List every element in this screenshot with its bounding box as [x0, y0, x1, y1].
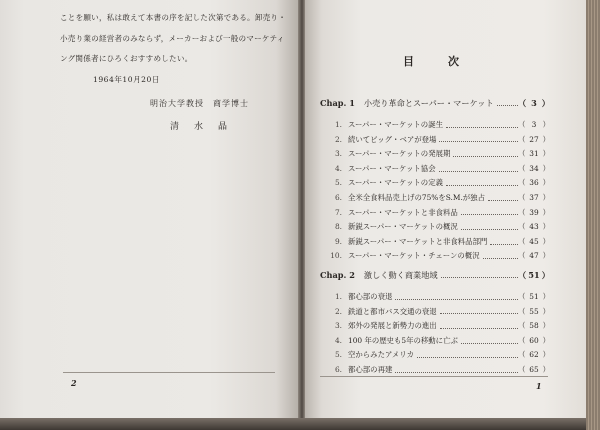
chapter-heading	[320, 269, 547, 281]
footer-rule	[320, 376, 548, 377]
entry-number: 2.	[334, 134, 342, 144]
toc-entry	[320, 220, 547, 235]
toc-entry	[320, 206, 547, 221]
toc-entry	[320, 319, 547, 334]
entry-page-number: （ 27 ）	[521, 133, 547, 148]
entry-title: 鉄道と都市バス交通の衰退	[348, 306, 437, 316]
entry-number: 4.	[334, 335, 342, 345]
entry-page-number: （ 36 ）	[521, 176, 547, 191]
preface-line: ング関係者にひろくおすすめしたい。	[60, 54, 193, 63]
entry-number: 6.	[334, 364, 342, 374]
chapter-entries	[320, 118, 547, 264]
preface-date: 1964年10月20日	[93, 75, 160, 84]
dot-leader	[490, 244, 518, 245]
author-affiliation: 明治大学教授 商学博士	[150, 99, 249, 108]
toc-title: 目 次	[403, 55, 463, 68]
entry-number: 8.	[334, 222, 342, 232]
dot-leader	[440, 313, 518, 314]
entry-page-number: （ 60 ）	[521, 334, 547, 349]
toc-entry	[320, 348, 547, 363]
chapter-title: 激しく動く商業地域	[363, 270, 438, 280]
chapter-title: 小売り革命とスーパー・マーケット	[363, 98, 494, 108]
author-name: 清 水 晶	[170, 122, 231, 132]
chapter-entries	[320, 290, 547, 378]
chapter-label: Chap. 2	[320, 270, 355, 280]
dot-leader	[440, 328, 518, 329]
entry-title: スーパー・マーケットの定義	[348, 178, 443, 188]
entry-page-number: （ 58 ）	[521, 319, 547, 334]
page-number: 2	[71, 378, 77, 388]
dot-leader	[453, 156, 518, 157]
entry-page-number: （ 51 ）	[521, 290, 547, 305]
entry-page-number: （ 55 ）	[521, 305, 547, 320]
dot-leader	[497, 105, 518, 106]
entry-page-number: （ 47 ）	[521, 249, 547, 264]
entry-number: 1.	[334, 120, 342, 129]
toc-chapter	[320, 97, 547, 264]
entry-title: スーパー・マーケット協会	[348, 163, 436, 173]
entry-page-number: （ 39 ）	[521, 206, 547, 221]
toc-entry	[320, 147, 547, 162]
chapter-label: Chap. 1	[320, 98, 355, 108]
entry-page-number: （ 34 ）	[521, 162, 547, 177]
chapter-page-number: （ 51 ）	[521, 269, 547, 281]
entry-number: 10.	[330, 251, 342, 261]
entry-number: 2.	[334, 306, 342, 316]
entry-page-number: （ 45 ）	[521, 235, 547, 250]
preface-line: 小売り業の経営者のみならず，メーカーおよび一般のマーケティ	[60, 34, 285, 43]
entry-title: スーパー・マーケット・チェーンの概況	[348, 251, 480, 261]
book-bottom-edge	[0, 418, 586, 430]
page-number: 1	[536, 381, 542, 391]
toc-entry	[320, 176, 547, 191]
dot-leader	[461, 214, 518, 215]
entry-page-number: （ 37 ）	[521, 191, 547, 206]
chapter-page-number: （ 3 ）	[521, 97, 547, 109]
toc-entry	[320, 162, 547, 177]
dot-leader	[395, 299, 518, 300]
toc-entry	[320, 334, 547, 349]
entry-title: スーパー・マーケットの発展期	[348, 149, 451, 159]
dot-leader	[395, 372, 518, 373]
entry-title: 都心部の再建	[348, 364, 393, 374]
entry-title: 全米全食料品売上げの75%をS.M.が独占	[348, 192, 485, 202]
entry-number: 6.	[334, 192, 342, 202]
entry-number: 7.	[334, 207, 342, 217]
footer-rule	[63, 372, 275, 373]
entry-page-number: （ 62 ）	[521, 348, 547, 363]
entry-number: 9.	[334, 236, 342, 246]
dot-leader	[446, 185, 518, 186]
entry-title: 空からみたアメリカ	[348, 350, 414, 360]
toc-entry	[320, 191, 547, 206]
entry-number: 4.	[334, 163, 342, 173]
toc-entry	[320, 249, 547, 264]
toc-entry	[320, 305, 547, 320]
dot-leader	[446, 127, 518, 128]
entry-number: 5.	[334, 350, 342, 360]
entry-title: 新鋭スーパー・マーケットの概況	[348, 222, 458, 232]
toc-entry	[320, 133, 547, 148]
book-page-edges	[586, 0, 600, 430]
dot-leader	[441, 277, 518, 278]
dot-leader	[483, 258, 518, 259]
toc-chapter	[320, 269, 547, 378]
entry-number: 3.	[334, 149, 342, 159]
entry-title: 続いてビッグ・ベアが登場	[348, 134, 437, 144]
toc-entry	[320, 235, 547, 250]
toc-entry	[320, 290, 547, 305]
entry-number: 5.	[334, 178, 342, 188]
dot-leader	[461, 229, 518, 230]
dot-leader	[439, 141, 518, 142]
dot-leader	[461, 343, 518, 344]
entry-page-number: （ 3 ）	[521, 118, 547, 133]
entry-title: 新鋭スーパー・マーケットと非食料品部門	[348, 236, 488, 246]
dot-leader	[417, 357, 518, 358]
entry-title: 100 年の歴史も5年の移動に亡ぶ	[348, 335, 458, 345]
entry-title: 郊外の発展と新勢力の進出	[348, 321, 437, 331]
entry-page-number: （ 31 ）	[521, 147, 547, 162]
toc-entry	[320, 118, 547, 133]
entry-title: スーパー・マーケットと非食料品	[348, 207, 458, 217]
entry-title: スーパー・マーケットの誕生	[348, 120, 443, 129]
preface-line: ことを願い，私は敢えて本書の序を記した次第である。卸売り・	[60, 13, 287, 22]
chapter-heading	[320, 97, 547, 109]
entry-page-number: （ 43 ）	[521, 220, 547, 235]
entry-number: 3.	[334, 321, 342, 331]
entry-page-number: （ 65 ）	[521, 363, 547, 378]
dot-leader	[439, 171, 518, 172]
entry-title: 都心部の衰退	[348, 292, 393, 301]
dot-leader	[488, 200, 518, 201]
entry-number: 1.	[334, 292, 342, 301]
